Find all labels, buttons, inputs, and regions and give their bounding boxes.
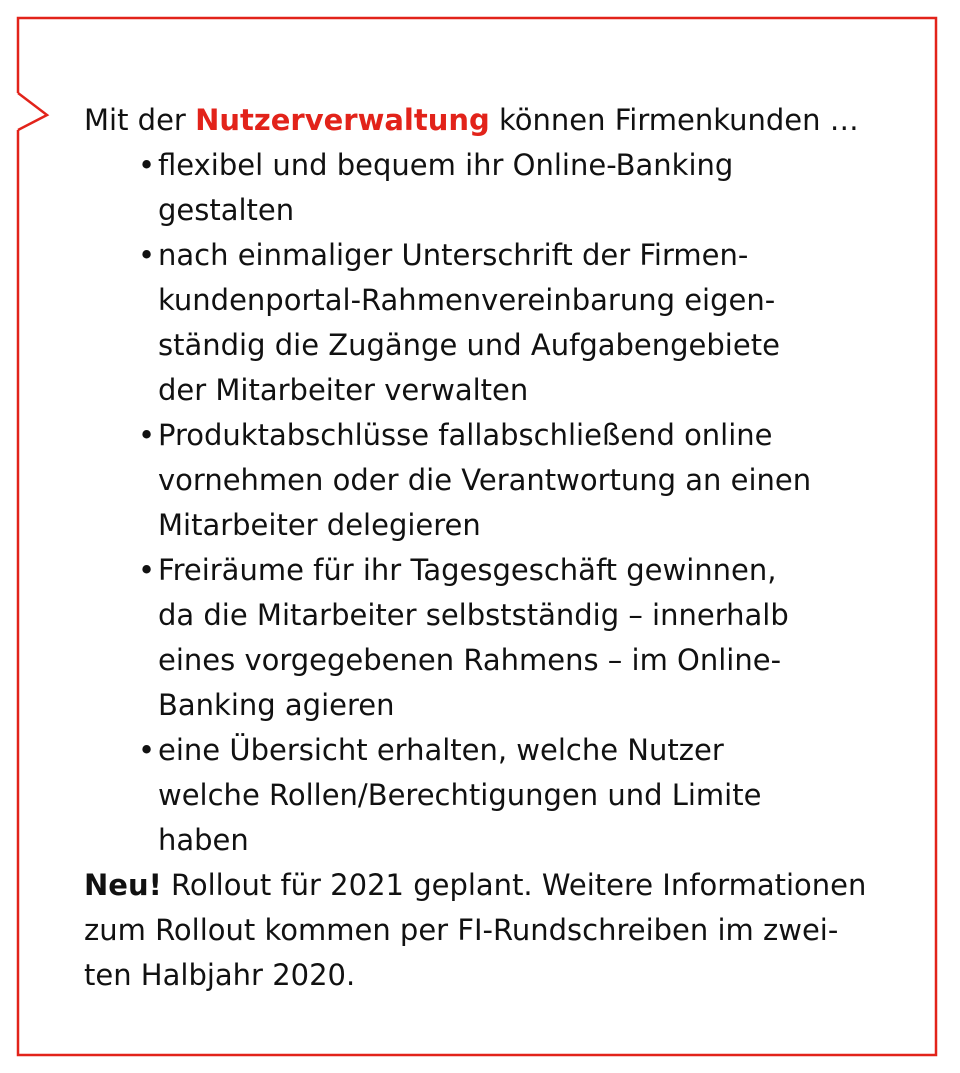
list-item-line: Produktabschlüsse fallabschließend online (158, 418, 773, 452)
list-item-line: eine Übersicht erhalten, welche Nutzer (158, 733, 724, 767)
list-item-line: nach einmaliger Unterschrift der Firmen- (158, 238, 749, 272)
list-item (138, 728, 884, 863)
list-item-line: welche Rollen/Berechtigungen und Limite (158, 778, 762, 812)
bullet-icon: • (138, 238, 156, 272)
list-item (138, 548, 884, 728)
list-item (138, 143, 884, 233)
bullet-icon: • (138, 418, 156, 452)
closing-text: Rollout für 2021 geplant. Weitere Informationen (161, 868, 867, 902)
list-item-line: da die Mitarbeiter selbstständig – innerhalb (158, 598, 789, 632)
closing-line: zum Rollout kommen per FI-Rundschreiben im zwei- (84, 913, 839, 947)
frame-notch (18, 93, 47, 130)
info-box-content (84, 98, 884, 998)
intro-before: Mit der (84, 103, 196, 137)
list-item-line: Banking agieren (158, 688, 395, 722)
list-item-line: gestalten (158, 193, 295, 227)
feature-list (84, 143, 884, 863)
list-item (138, 413, 884, 548)
bullet-icon: • (138, 553, 156, 587)
intro-highlight: Nutzerverwaltung (195, 103, 490, 137)
intro-after: können Firmenkunden … (489, 103, 859, 137)
list-item-line: Freiräume für ihr Tagesgeschäft gewinnen, (158, 553, 777, 587)
list-item (138, 233, 884, 413)
list-item-line: kundenportal-Rahmenvereinbarung eigen- (158, 283, 776, 317)
closing-line (84, 863, 884, 908)
list-item-line: haben (158, 823, 249, 857)
list-item-line: ständig die Zugänge und Aufgabengebiete (158, 328, 780, 362)
neu-label: Neu! (84, 868, 162, 902)
list-item-line: eines vorgegebenen Rahmens – im Online- (158, 643, 782, 677)
list-item-line: Mitarbeiter delegieren (158, 508, 481, 542)
list-item-line: vornehmen oder die Verantwortung an einen (158, 463, 812, 497)
bullet-icon: • (138, 148, 156, 182)
intro-line (84, 98, 884, 143)
list-item-line: flexibel und bequem ihr Online-Banking (158, 148, 734, 182)
closing-paragraph (84, 863, 884, 998)
bullet-icon: • (138, 733, 156, 767)
closing-line: ten Halbjahr 2020. (84, 958, 356, 992)
list-item-line: der Mitarbeiter verwalten (158, 373, 529, 407)
